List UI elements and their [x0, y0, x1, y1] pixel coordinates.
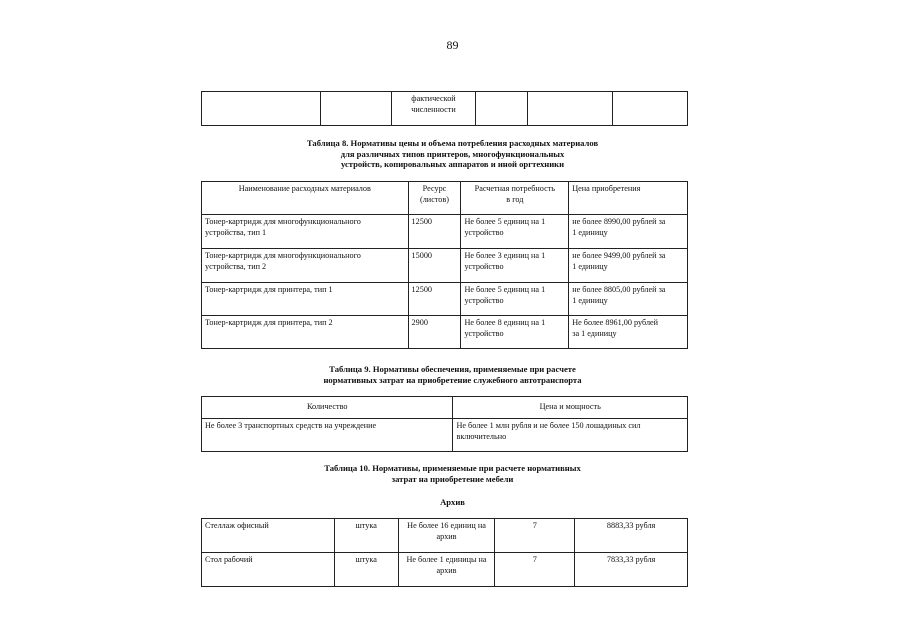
cell-text: 1 единицу [572, 295, 608, 305]
continuation-table [201, 91, 688, 126]
cell-text: устройство [464, 328, 504, 338]
cell-text: 1 единицу [572, 261, 608, 271]
cell-quantity [398, 519, 495, 553]
table-cell [476, 92, 528, 126]
header-text: в год [506, 194, 524, 204]
cell-text: численности [411, 104, 456, 114]
table-row [202, 419, 688, 452]
cell-name [202, 283, 409, 316]
cell-quantity: Не более 3 транспортных средств на учреждение [202, 419, 453, 452]
cell-text: устройства, тип 2 [205, 261, 267, 271]
cell-resource: 12500 [408, 283, 461, 316]
caption-line: Таблица 9. Нормативы обеспечения, применяемые при расчете [329, 364, 576, 374]
header-price: Цена и мощность [453, 397, 688, 419]
caption-line: Таблица 8. Нормативы цены и объема потребления расходных материалов [306, 138, 599, 148]
cell-price: 8883,33 рубля [575, 519, 688, 553]
cell-need [461, 249, 569, 283]
header-name: Наименование расходных материалов [202, 182, 409, 215]
cell-unit: штука [334, 553, 398, 587]
cell-text: Не более 8 единиц на 1 [464, 318, 546, 327]
cell-text: 1 единицу [572, 227, 608, 237]
header-price: Цена приобретения [569, 182, 688, 215]
cell-text: Тонер-картридж для многофункционального [205, 251, 361, 260]
cell-text: Тонер-картридж для многофункционального [205, 217, 361, 226]
cell-need [461, 215, 569, 249]
cell-price: 7833,33 рубля [575, 553, 688, 587]
table10-caption [0, 463, 905, 484]
table-row [202, 553, 688, 587]
table-row [202, 92, 688, 126]
cell-text: за 1 единицу [572, 328, 617, 338]
cell-resource: 15000 [408, 249, 461, 283]
table8 [201, 181, 688, 349]
table-row [202, 519, 688, 553]
cell-text: Тонер-картридж для принтера, тип 1 [205, 285, 333, 294]
cell-need [461, 316, 569, 349]
caption-line: Таблица 10. Нормативы, применяемые при расчете нормативных [324, 463, 581, 473]
caption-line: для различных типов принтеров, многофункциональных [340, 148, 565, 159]
cell-text: не более 8990,00 рублей за [572, 217, 666, 226]
cell-name [202, 215, 409, 249]
cell-resource: 2900 [408, 316, 461, 349]
cell-text: Не более 8961,00 рублей [572, 318, 659, 327]
table10 [201, 518, 688, 587]
table-cell [391, 92, 476, 126]
cell-price [569, 283, 688, 316]
cell-resource: 12500 [408, 215, 461, 249]
cell-text: Не более 5 единиц на 1 [464, 217, 546, 226]
header-resource [408, 182, 461, 215]
cell-price [569, 249, 688, 283]
table-row [202, 316, 688, 349]
table9-caption [0, 364, 905, 385]
cell-unit: штука [334, 519, 398, 553]
table-cell [613, 92, 688, 126]
table-header-row [202, 397, 688, 419]
cell-text: не более 9499,00 рублей за [572, 251, 666, 260]
cell-text: Не более 5 единиц на 1 [464, 285, 546, 294]
table-row [202, 215, 688, 249]
cell-name: Стол рабочий [202, 553, 335, 587]
header-text: Ресурс [422, 184, 447, 193]
cell-years: 7 [495, 519, 575, 553]
page-number: 89 [446, 38, 459, 52]
caption-line: нормативных затрат на приобретение служебного автотранспорта [323, 374, 582, 385]
cell-name: Стеллаж офисный [202, 519, 335, 553]
cell-text: Не более 16 единиц на [407, 521, 486, 530]
cell-name [202, 316, 409, 349]
cell-name [202, 249, 409, 283]
cell-text: устройство [464, 295, 504, 305]
cell-price [453, 419, 688, 452]
table-row [202, 249, 688, 283]
cell-need [461, 283, 569, 316]
table-cell [320, 92, 391, 126]
cell-text: фактической [411, 94, 456, 103]
cell-text: архив [436, 531, 457, 541]
cell-quantity [398, 553, 495, 587]
cell-text: Не более 3 единиц на 1 [464, 251, 546, 260]
header-quantity: Количество [202, 397, 453, 419]
cell-years: 7 [495, 553, 575, 587]
header-text: Расчетная потребность [474, 184, 556, 193]
cell-text: Тонер-картридж для принтера, тип 2 [205, 318, 333, 327]
cell-text: включительно [456, 431, 507, 441]
table10-section-title: Архив [440, 497, 465, 507]
caption-line: устройств, копировальных аппаратов и иной оргтехники [340, 159, 565, 169]
cell-text: устройство [464, 227, 504, 237]
table-header-row [202, 182, 688, 215]
header-need [461, 182, 569, 215]
cell-price [569, 215, 688, 249]
cell-text: архив [436, 565, 457, 575]
table-cell [528, 92, 613, 126]
caption-line: затрат на приобретение мебели [391, 473, 514, 484]
cell-text: устройство [464, 261, 504, 271]
header-text: (листов) [420, 194, 449, 204]
cell-text: не более 8805,00 рублей за [572, 285, 666, 294]
cell-text: Не более 1 млн рубля и не более 150 лошадиных сил [456, 421, 641, 430]
table-row [202, 283, 688, 316]
cell-price [569, 316, 688, 349]
table9 [201, 396, 688, 452]
table-cell [202, 92, 321, 126]
cell-text: Не более 1 единицы на [406, 555, 487, 564]
cell-text: устройства, тип 1 [205, 227, 267, 237]
table8-caption [0, 138, 905, 170]
